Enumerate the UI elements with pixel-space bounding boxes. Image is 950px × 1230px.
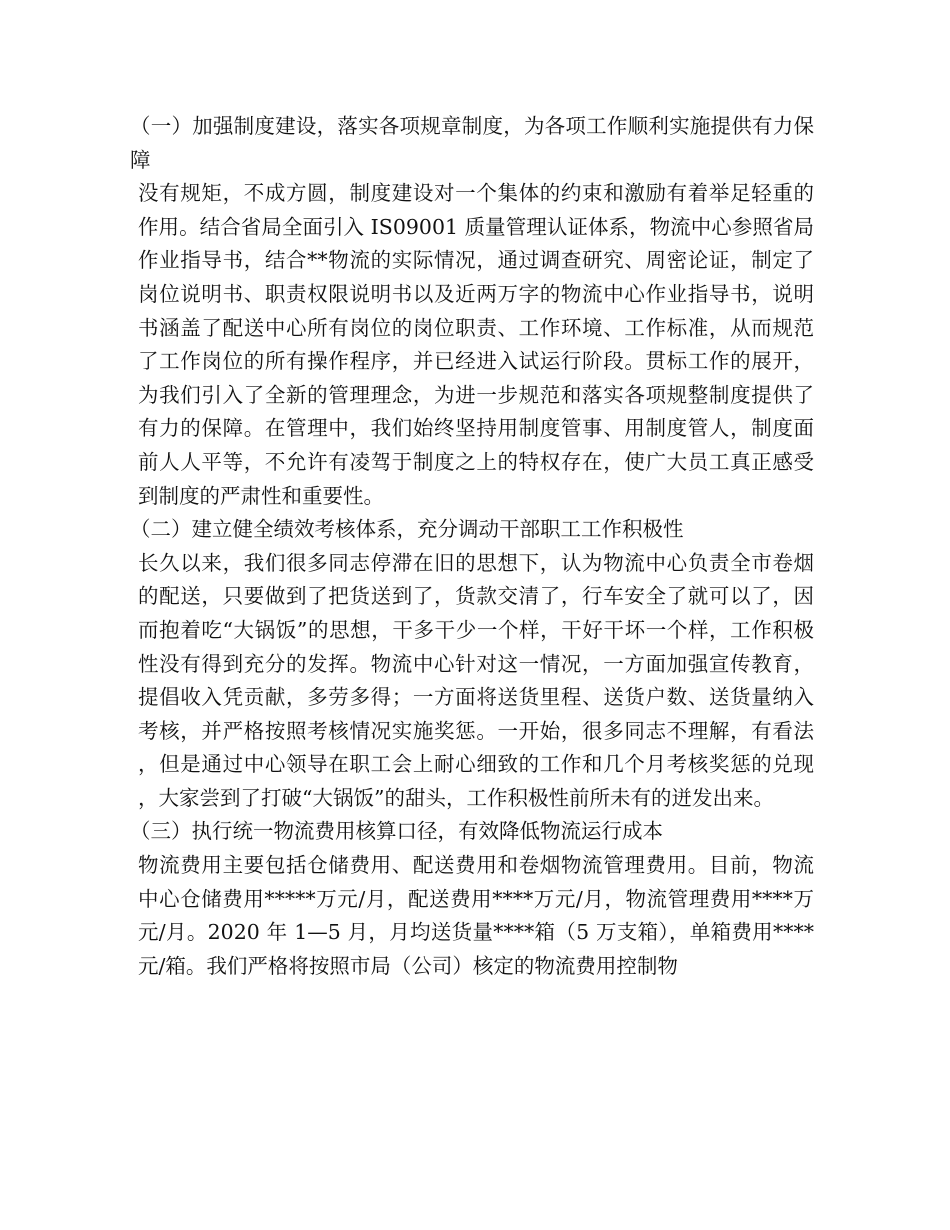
document-page <box>130 110 814 983</box>
body-paragraph-3: 物流费用主要包括仓储费用、配送费用和卷烟物流管理费用。目前，物流中心仓储费用*****万元/月，配送费用****万元/月，物流管理费用****万元/月。2020 年 1—5 月，月均送货量****箱（5 万支箱），单箱费用****元/箱。我们严格将按照市局（公司）核定的物流费用控制物 <box>138 853 814 978</box>
section-heading-2: （二）建立健全绩效考核体系，充分调动干部职工工作积极性 <box>130 517 684 542</box>
section-heading-1: （一）加强制度建设，落实各项规章制度，为各项工作顺利实施提供有力保障 <box>130 114 814 172</box>
body-paragraph-2: 长久以来，我们很多同志停滞在旧的思想下，认为物流中心负责全市卷烟的配送，只要做到了把货送到了，货款交清了，行车安全了就可以了，因而抱着吃“大锅饭”的思想，干多干少一个样，干好干坏一个样，工作积极性没有得到充分的发挥。物流中心针对这一情况，一方面加强宣传教育，提倡收入凭贡献，多劳多得；一方面将送货里程、送货户数、送货量纳入考核，并严格按照考核情况实施奖惩。一开始，很多同志不理解，有看法，但是通过中心领导在职工会上耐心细致的工作和几个月考核奖惩的兑现，大家尝到了打破“大锅饭”的甜头，工作积极性前所未有的迸发出来。 <box>138 550 814 810</box>
section-heading-3: （三）执行统一物流费用核算口径，有效降低物流运行成本 <box>130 819 663 844</box>
body-paragraph-1: 没有规矩，不成方圆，制度建设对一个集体的约束和激励有着举足轻重的作用。结合省局全面引入 IS09001 质量管理认证体系，物流中心参照省局作业指导书，结合**物流的实际情况，通过调查研究、周密论证，制定了岗位说明书、职责权限说明书以及近两万字的物流中心作业指导书，说明书涵盖了配送中心所有岗位的岗位职责、工作环境、工作标准，从而规范了工作岗位的所有操作程序，并已经进入试运行阶段。贯标工作的展开，为我们引入了全新的管理理念，为进一步规范和落实各项规整制度提供了有力的保障。在管理中，我们始终坚持用制度管事、用制度管人，制度面前人人平等，不允许有凌驾于制度之上的特权存在，使广大员工真正感受到制度的严肃性和重要性。 <box>138 181 814 508</box>
